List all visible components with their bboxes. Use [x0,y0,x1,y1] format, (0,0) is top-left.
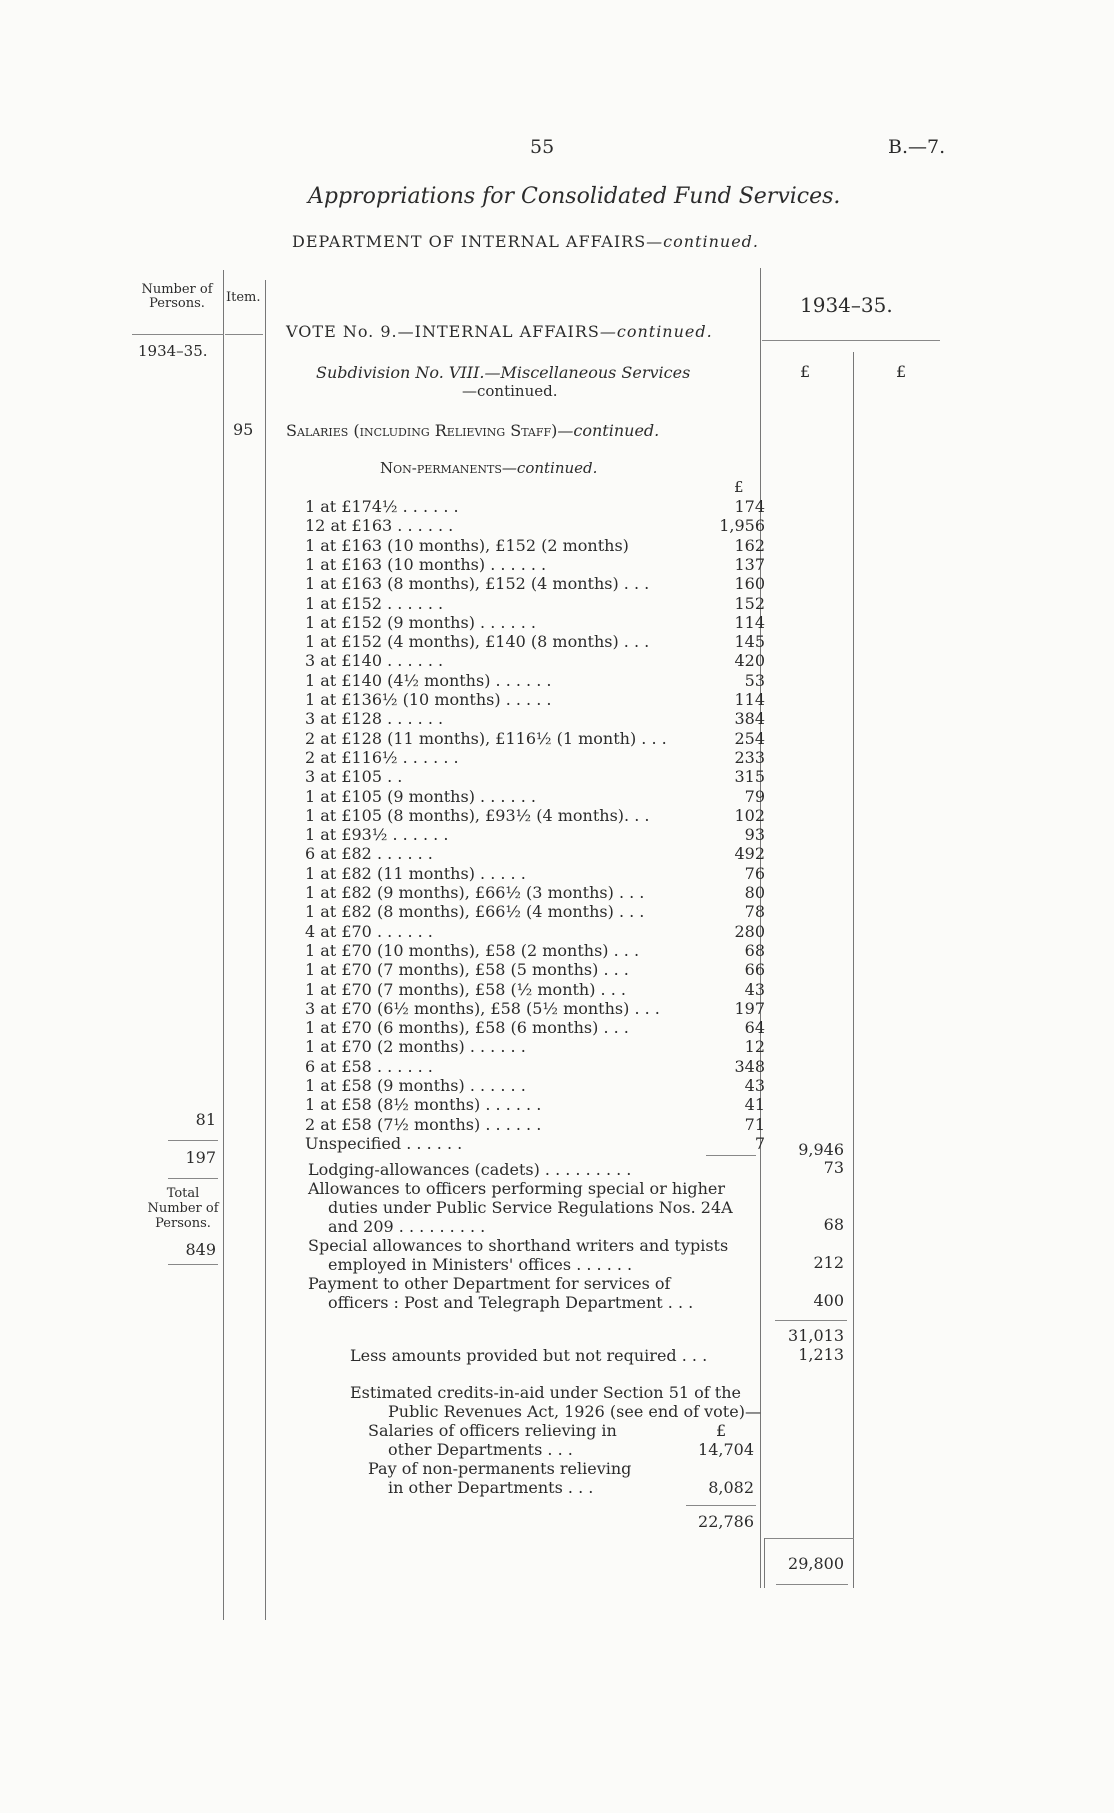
lodging-amount: 73 [823,1158,844,1177]
rule-money-mid [853,352,854,1588]
table-row [305,806,765,825]
row-amount: 145 [734,632,765,652]
row-amount: 160 [734,574,765,594]
rule-item-right [265,280,266,1620]
table-row [305,748,765,767]
row-description: 2 at £116½ . . . . . . [305,747,459,767]
number-of-persons-header: Number of Persons. [141,282,213,311]
non-permanents-text: Non-permanents [380,459,502,477]
table-row [305,960,765,979]
row-description: 6 at £82 . . . . . . [305,844,433,864]
table-row [305,632,765,651]
department-heading [292,232,759,251]
total-persons-label: Total Number of Persons. [147,1186,219,1231]
row-amount: 93 [744,825,765,845]
row-amount: 254 [734,728,765,748]
table-row [305,497,765,516]
table-row [305,594,765,613]
row-amount: 152 [734,593,765,613]
year-right: 1934–35. [800,293,893,317]
table-row [305,651,765,670]
credits-line-1: Estimated credits-in-aid under Section 51 of the [350,1383,741,1402]
allowances-line-3: and 209 . . . . . . . . . [328,1217,486,1236]
rule-total-persons [168,1264,218,1265]
row-description: 1 at £58 (8½ months) . . . . . . [305,1095,542,1115]
row-amount: 41 [744,1095,765,1115]
allowances-line-1: Allowances to officers performing special or higher [308,1179,726,1198]
table-row [305,613,765,632]
table-row [305,787,765,806]
row-description: 3 at £105 . . [305,767,403,787]
table-row [305,767,765,786]
rule-net-bottom [776,1584,848,1585]
row-description: 1 at £152 (9 months) . . . . . . [305,612,536,632]
row-description: 1 at £82 (11 months) . . . . . [305,863,526,883]
table-row [305,999,765,1018]
row-description: 1 at £163 (10 months) . . . . . . [305,554,547,574]
pound-header-b: £ [896,362,907,381]
pound-column-marker: £ [734,478,744,496]
row-description: 1 at £82 (9 months), £66½ (3 months) . . . [305,883,645,902]
non-permanents-heading [380,459,597,477]
persons-197: 197 [185,1148,216,1167]
salaries-heading [286,421,659,440]
rule-persons-81 [168,1140,218,1141]
row-description: 1 at £82 (8 months), £66½ (4 months) . . . [305,902,645,922]
table-row [305,671,765,690]
allowances-amount: 68 [823,1215,844,1234]
subdivision-continued: —continued. [462,382,558,400]
rule-header-right [762,340,940,341]
rule-header-left [132,334,224,335]
salary-rows [305,497,765,1157]
salaries-continued: —continued. [557,421,660,440]
row-amount: 43 [744,979,765,999]
row-amount: 114 [734,612,765,632]
subtotal-salaries: 9,946 [798,1140,844,1159]
row-amount: 43 [744,1076,765,1095]
row-description: 3 at £70 (6½ months), £58 (5½ months) . . . [305,998,660,1018]
pay-relieving-line-1: Pay of non-permanents relieving [368,1459,632,1478]
salaries-relieving-amount: 14,704 [698,1440,754,1459]
table-row [305,1057,765,1076]
item-header: Item. [226,290,261,305]
credits-total: 22,786 [698,1512,754,1531]
pound-header-a: £ [800,362,811,381]
table-row [305,941,765,960]
row-amount: 492 [734,844,765,864]
row-description: 2 at £58 (7½ months) . . . . . . [305,1114,542,1134]
rule-header-item [225,334,263,335]
row-description: 1 at £70 (7 months), £58 (½ month) . . . [305,979,626,999]
row-amount: 68 [744,940,765,960]
row-amount: 114 [734,690,765,709]
row-amount: 78 [744,902,765,922]
table-row [305,690,765,709]
row-amount: 420 [734,651,765,671]
table-row [305,555,765,574]
row-description: 3 at £140 . . . . . . [305,651,444,671]
row-description: 1 at £152 (4 months), £140 (8 months) . . . [305,632,650,652]
rule-gross [775,1320,847,1321]
row-description: 4 at £70 . . . . . . [305,921,433,941]
gross-total: 31,013 [788,1326,844,1345]
row-amount: 76 [744,863,765,883]
rule-credits [686,1505,756,1506]
row-description: 1 at £70 (10 months), £58 (2 months) . . . [305,940,640,960]
subdivision-title: Subdivision No. VIII.—Miscellaneous Services [316,363,691,382]
row-amount: 102 [734,805,765,825]
table-row [305,709,765,728]
persons-81: 81 [195,1110,216,1129]
table-row [305,1037,765,1056]
row-description: 3 at £128 . . . . . . [305,709,444,729]
salaries-relieving-pound: £ [716,1421,727,1440]
page-title: Appropriations for Consolidated Fund Services. [308,184,841,209]
table-row [305,864,765,883]
row-description: 1 at £70 (6 months), £58 (6 months) . . . [305,1018,629,1038]
pay-relieving-line-2: in other Departments . . . [388,1478,594,1497]
table-row [305,1076,765,1095]
salaries-relieving-line-1: Salaries of officers relieving in [368,1421,617,1440]
row-amount: 71 [744,1114,765,1134]
row-description: 1 at £174½ . . . . . . [305,497,459,516]
rule-persons-right [223,270,224,1620]
row-description: 1 at £163 (10 months), £152 (2 months) [305,535,629,555]
row-amount: 162 [734,535,765,555]
salaries-text: Salaries (including Relieving Staff) [286,421,558,440]
table-row [305,1115,765,1134]
row-description: 1 at £105 (8 months), £93½ (4 months). . . [305,805,650,825]
non-permanents-continued: —continued. [501,459,598,477]
table-row [305,574,765,593]
row-amount: 197 [734,998,765,1018]
row-amount: 79 [744,786,765,806]
row-amount: 80 [744,883,765,902]
row-amount: 384 [734,709,765,729]
lodging-label: Lodging-allowances (cadets) . . . . . . . . . [308,1160,632,1179]
special-amount: 212 [813,1253,844,1272]
payment-line-1: Payment to other Department for services of [308,1274,671,1293]
pay-relieving-amount: 8,082 [708,1478,754,1497]
table-row [305,922,765,941]
payment-line-2: officers : Post and Telegraph Department . . . [328,1293,694,1312]
row-amount: 66 [744,960,765,980]
row-description: 6 at £58 . . . . . . [305,1056,433,1076]
row-description: 1 at £105 (9 months) . . . . . . [305,786,536,806]
row-description: 2 at £128 (11 months), £116½ (1 month) . . . [305,728,667,748]
row-description: 1 at £70 (7 months), £58 (5 months) . . . [305,960,629,980]
row-description: 1 at £70 (2 months) . . . . . . [305,1037,526,1057]
vote-title-continued: —continued. [599,322,713,341]
row-amount: 348 [734,1056,765,1076]
vote-title-text: VOTE No. 9.—INTERNAL AFFAIRS [286,322,600,341]
row-amount: 12 [744,1037,765,1057]
row-amount: 233 [734,747,765,767]
table-row [305,1134,765,1153]
row-description: 1 at £58 (9 months) . . . . . . [305,1076,526,1095]
year-left: 1934–35. [138,342,208,360]
table-row [305,902,765,921]
department-name: DEPARTMENT OF INTERNAL AFFAIRS [292,232,647,251]
table-row [305,844,765,863]
row-amount: 53 [744,670,765,690]
row-amount: 64 [744,1018,765,1038]
item-number: 95 [233,420,254,439]
row-description: 1 at £140 (4½ months) . . . . . . [305,670,552,690]
salaries-relieving-line-2: other Departments . . . [388,1440,573,1459]
table-row [305,516,765,535]
special-line-1: Special allowances to shorthand writers and typists [308,1236,729,1255]
special-line-2: employed in Ministers' offices . . . . . . [328,1255,633,1274]
row-description: 1 at £93½ . . . . . . [305,825,449,845]
row-amount: 1,956 [719,516,765,536]
credits-line-2: Public Revenues Act, 1926 (see end of vote)— [388,1402,761,1421]
vote-title [286,322,713,341]
less-label: Less amounts provided but not required . . . [350,1346,708,1365]
rule-net-top [764,1538,854,1539]
row-description: 1 at £136½ (10 months) . . . . . [305,690,552,709]
row-amount: 137 [734,554,765,574]
table-row [305,729,765,748]
table-row [305,1018,765,1037]
net-total: 29,800 [788,1554,844,1573]
rule-rows-bottom [706,1155,756,1156]
doc-reference: B.—7. [888,136,946,158]
row-amount: 174 [734,497,765,516]
row-amount: 280 [734,921,765,941]
row-amount: 7 [754,1133,765,1153]
rule-persons-197 [168,1178,218,1179]
row-description: 12 at £163 . . . . . . [305,516,454,536]
less-amount: 1,213 [798,1345,844,1364]
row-amount: 315 [734,767,765,787]
table-row [305,536,765,555]
table-row [305,883,765,902]
page-number: 55 [530,136,555,158]
table-row [305,1095,765,1114]
row-description: 1 at £163 (8 months), £152 (4 months) . . . [305,574,650,594]
department-continued: —continued. [646,232,760,251]
allowances-line-2: duties under Public Service Regulations Nos. 24A [328,1198,733,1217]
payment-amount: 400 [813,1291,844,1310]
table-row [305,980,765,999]
row-description: Unspecified . . . . . . [305,1133,463,1153]
table-row [305,825,765,844]
row-description: 1 at £152 . . . . . . [305,593,444,613]
total-persons: 849 [185,1240,216,1259]
